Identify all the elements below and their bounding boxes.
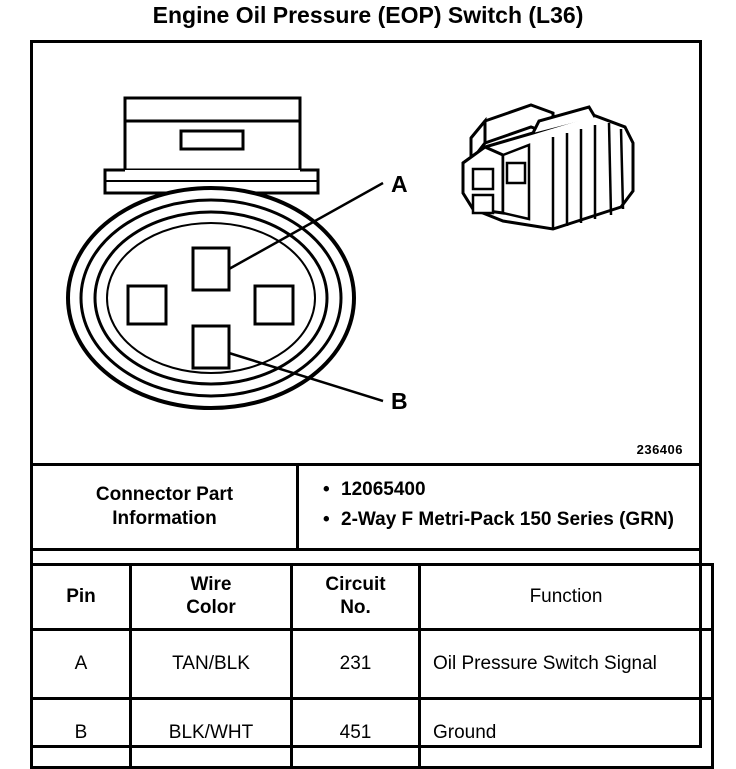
cell-circuit: 231	[292, 630, 420, 699]
column-header-pin: Pin	[32, 565, 131, 630]
cell-wire-color: BLK/WHT	[131, 699, 292, 768]
wire-header-line2: Color	[186, 597, 236, 618]
cell-function: Ground	[420, 699, 713, 768]
connector-illustration	[33, 43, 699, 463]
list-item: • 12065400	[341, 478, 699, 502]
callout-label-a: A	[391, 171, 408, 197]
table-header-row	[32, 565, 713, 630]
cell-pin: A	[32, 630, 131, 699]
cpi-label-line2: Information	[112, 507, 217, 529]
circuit-header-line2: No.	[340, 597, 371, 618]
column-header-circuit-no	[292, 565, 420, 630]
connector-part-information-values	[298, 465, 701, 550]
cell-pin: B	[32, 699, 131, 768]
connector-drawing	[33, 43, 699, 463]
connector-part-information-table	[30, 463, 702, 551]
list-item: • 2-Way F Metri-Pack 150 Series (GRN)	[341, 508, 699, 532]
table-row	[32, 630, 713, 699]
column-header-function: Function	[420, 565, 713, 630]
pin-table	[30, 563, 714, 769]
illustration-part-number: 236406	[636, 442, 683, 457]
column-header-wire-color	[131, 565, 292, 630]
circuit-header-line1: Circuit	[325, 574, 386, 596]
cell-wire-color: TAN/BLK	[131, 630, 292, 699]
connector-part-information-label	[32, 465, 298, 550]
callout-label-b: B	[391, 388, 408, 414]
cell-circuit: 451	[292, 699, 420, 768]
table-row	[32, 465, 701, 550]
cpi-label-line1: Connector Part	[95, 484, 234, 505]
page-title: Engine Oil Pressure (EOP) Switch (L36)	[152, 2, 584, 28]
cell-function: Oil Pressure Switch Signal	[420, 630, 713, 699]
wire-header-line1: Wire	[190, 574, 232, 596]
table-row	[32, 699, 713, 768]
